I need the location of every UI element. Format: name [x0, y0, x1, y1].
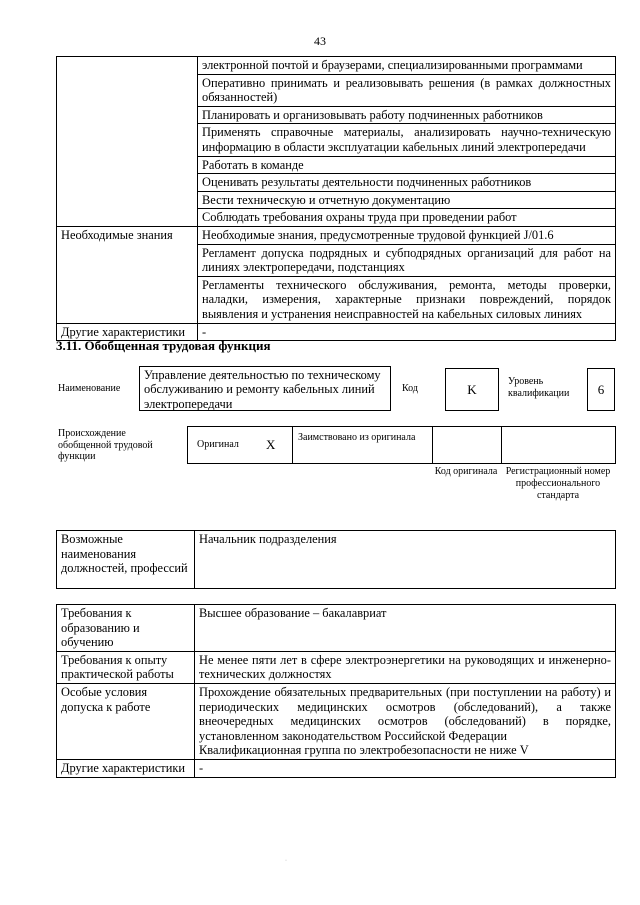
level-box: 6 [587, 368, 615, 411]
positions-value: Начальник подразделения [195, 531, 616, 589]
level-label: Уровень квалификации [508, 376, 570, 399]
positions-table [56, 530, 616, 589]
skill-item: Планировать и организовывать работу подчиненных работников [198, 106, 616, 124]
skill-item: Применять справочные материалы, анализировать научно-техническую информацию в области эксплуатации кабельных линий электропередачи [198, 124, 616, 156]
knowledge-item: Регламент допуска подрядных и субподрядных организаций для работ на линиях электропередачи, подстанциях [198, 244, 616, 276]
code-caption: Код оригинала [434, 466, 498, 477]
other-label: Другие характеристики [57, 759, 195, 777]
knowledge-label: Необходимые знания [57, 226, 198, 323]
other-characteristics-value: - [198, 323, 616, 341]
education-value: Высшее образование – бакалавриат [195, 605, 616, 652]
education-label: Требования к образованию и обучению [57, 605, 195, 652]
code-box: K [445, 368, 499, 411]
borrowed-label: Заимствовано из оригинала [298, 432, 416, 443]
experience-label: Требования к опыту практической работы [57, 651, 195, 683]
skill-item: Оперативно принимать и реализовывать решения (в рамках должностных обязанностей) [198, 74, 616, 106]
scan-dot: · [285, 858, 287, 864]
reg-caption: Регистрационный номер профессионального стандарта [505, 466, 611, 501]
code-label: Код [402, 383, 418, 394]
skill-item: Работать в команде [198, 156, 616, 174]
origin-divider [292, 426, 293, 464]
knowledge-item: Регламенты технического обслуживания, ремонта, методы проверки, наладки, измерения, характерные признаки повреждений, порядок выявления и устранения неисправностей на кабельных силовых линиях [198, 276, 616, 323]
original-label: Оригинал [197, 439, 239, 450]
knowledge-item: Необходимые знания, предусмотренные трудовой функцией J/01.6 [198, 226, 616, 244]
other-characteristics-label: Другие характеристики [57, 323, 198, 341]
skills-label-cell [57, 57, 198, 227]
positions-label: Возможные наименования должностей, профессий [57, 531, 195, 589]
page-number: 43 [314, 34, 326, 48]
function-name-box: Управление деятельностью по техническому обслуживанию и ремонту кабельных линий электропередачи [139, 366, 391, 411]
admission-line: Прохождение обязательных предварительных (при поступлении на работу) и периодических медицинских осмотров (обследований), а также внеочередных медицинских осмотров (обследований) в порядке, установленном законодательством Российской Федерации [199, 684, 611, 743]
origin-divider [432, 426, 433, 464]
admission-line: Квалификационная группа по электробезопасности не ниже V [199, 743, 529, 758]
skill-item: Оценивать результаты деятельности подчиненных работников [198, 174, 616, 192]
admission-value [195, 683, 616, 759]
skill-item: Вести техническую и отчетную документацию [198, 191, 616, 209]
experience-value: Не менее пяти лет в сфере электроэнергетики на руководящих и инженерно-технических должностях [195, 651, 616, 683]
section-title: 3.11. Обобщенная трудовая функция [56, 338, 271, 353]
admission-label: Особые условия допуска к работе [57, 683, 195, 759]
skill-item: Соблюдать требования охраны труда при проведении работ [198, 209, 616, 227]
original-mark: X [266, 437, 276, 452]
skills-knowledge-table [56, 56, 616, 341]
other-value: - [195, 759, 616, 777]
origin-box [187, 426, 616, 464]
requirements-table [56, 604, 616, 778]
origin-label: Происхождение обобщенной трудовой функции [58, 428, 153, 462]
name-label: Наименование [58, 383, 121, 394]
origin-divider [501, 426, 502, 464]
skill-item: электронной почтой и браузерами, специализированными программами [198, 57, 616, 75]
